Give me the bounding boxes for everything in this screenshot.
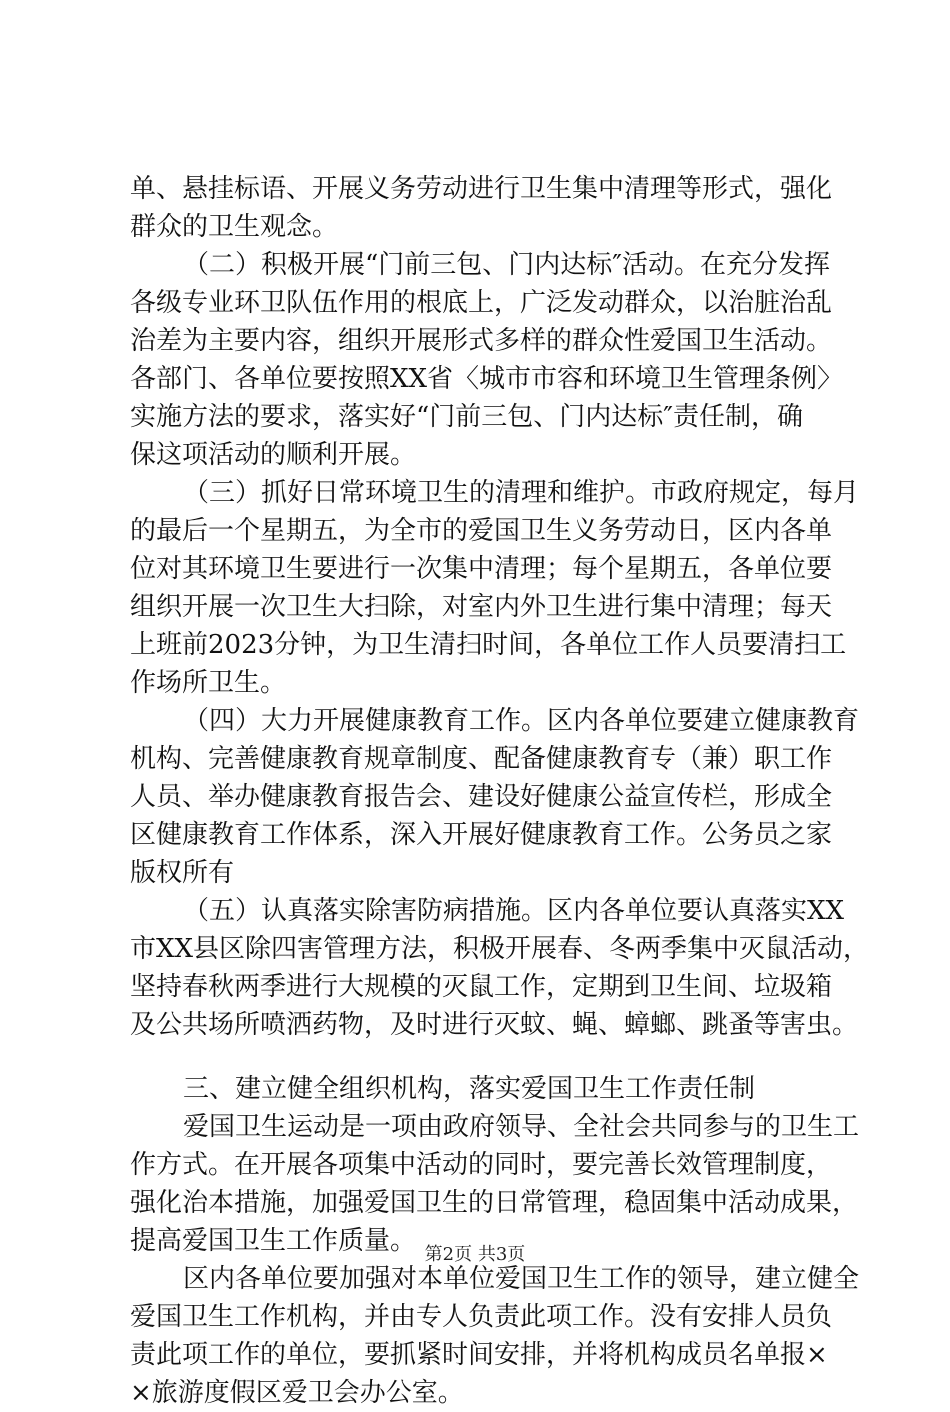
text-line: 作方式。在开展各项集中活动的同时，要完善长效管理制度， bbox=[130, 1150, 833, 1180]
text-line: 位对其环境卫生要进行一次集中清理；每个星期五，各单位要 bbox=[130, 554, 833, 584]
text-line: ×旅游度假区爱卫会办公室。 bbox=[130, 1378, 464, 1408]
paragraph-start: （二）积极开展“门前三包、门内达标″活动。在充分发挥 bbox=[183, 250, 831, 280]
text-line: 市XX县区除四害管理方法，积极开展春、冬两季集中灭鼠活动， bbox=[130, 934, 870, 964]
text-line: 各级专业环卫队伍作用的根底上，广泛发动群众，以治脏治乱 bbox=[130, 288, 833, 318]
paragraph-start: 区内各单位要加强对本单位爱国卫生工作的领导，建立健全 bbox=[183, 1264, 860, 1294]
text-line: 各部门、各单位要按照XX省〈城市市容和环境卫生管理条例〉 bbox=[130, 364, 844, 394]
paragraph-start: 爱国卫生运动是一项由政府领导、全社会共同参与的卫生工 bbox=[183, 1112, 860, 1142]
text-line: 区健康教育工作体系，深入开展好健康教育工作。公务员之家 bbox=[130, 820, 833, 850]
document-body bbox=[130, 170, 870, 1412]
text-line: 坚持春秋两季进行大规模的灭鼠工作，定期到卫生间、垃圾箱 bbox=[130, 972, 833, 1002]
text-line: 爱国卫生工作机构，并由专人负责此项工作。没有安排人员负 bbox=[130, 1302, 833, 1332]
text-line: 版权所有 bbox=[130, 858, 235, 888]
paragraph-gap bbox=[130, 1044, 860, 1070]
text-line: 单、悬挂标语、开展义务劳动进行卫生集中清理等形式，强化 bbox=[130, 174, 833, 204]
text-line: 提高爱国卫生工作质量。 bbox=[130, 1226, 417, 1256]
text-line: 治差为主要内容，组织开展形式多样的群众性爱国卫生活动。 bbox=[130, 326, 833, 356]
text-line: 群众的卫生观念。 bbox=[130, 212, 339, 242]
text-line: 及公共场所喷洒药物，及时进行灭蚊、蝇、蟑螂、跳蚤等害虫。 bbox=[130, 1010, 859, 1040]
text-line: 强化治本措施，加强爱国卫生的日常管理，稳固集中活动成果， bbox=[130, 1188, 859, 1218]
text-line: 责此项工作的单位，要抓紧时间安排，并将机构成员名单报× bbox=[130, 1340, 828, 1370]
text-line: 组织开展一次卫生大扫除，对室内外卫生进行集中清理；每天 bbox=[130, 592, 833, 622]
text-line: 实施方法的要求，落实好“门前三包、门内达标″责任制，确 bbox=[130, 402, 804, 432]
text-line: 上班前2023分钟，为卫生清扫时间，各单位工作人员要清扫工 bbox=[130, 630, 847, 660]
text-line: 的最后一个星期五，为全市的爱国卫生义务劳动日，区内各单 bbox=[130, 516, 833, 546]
page-footer: 第2页 共3页 bbox=[424, 1244, 526, 1265]
text-line: 人员、举办健康教育报告会、建设好健康公益宣传栏，形成全 bbox=[130, 782, 833, 812]
paragraph-start: （四）大力开展健康教育工作。区内各单位要建立健康教育 bbox=[183, 706, 860, 736]
section-heading: 三、建立健全组织机构，落实爱国卫生工作责任制 bbox=[183, 1074, 756, 1104]
paragraph-start: （三）抓好日常环境卫生的清理和维护。市政府规定，每月 bbox=[183, 478, 860, 508]
text-line: 机构、完善健康教育规章制度、配备健康教育专（兼）职工作 bbox=[130, 744, 833, 774]
text-line: 作场所卫生。 bbox=[130, 668, 287, 698]
paragraph-start: （五）认真落实除害防病措施。区内各单位要认真落实XX bbox=[183, 896, 845, 926]
text-line: 保这项活动的顺利开展。 bbox=[130, 440, 417, 470]
